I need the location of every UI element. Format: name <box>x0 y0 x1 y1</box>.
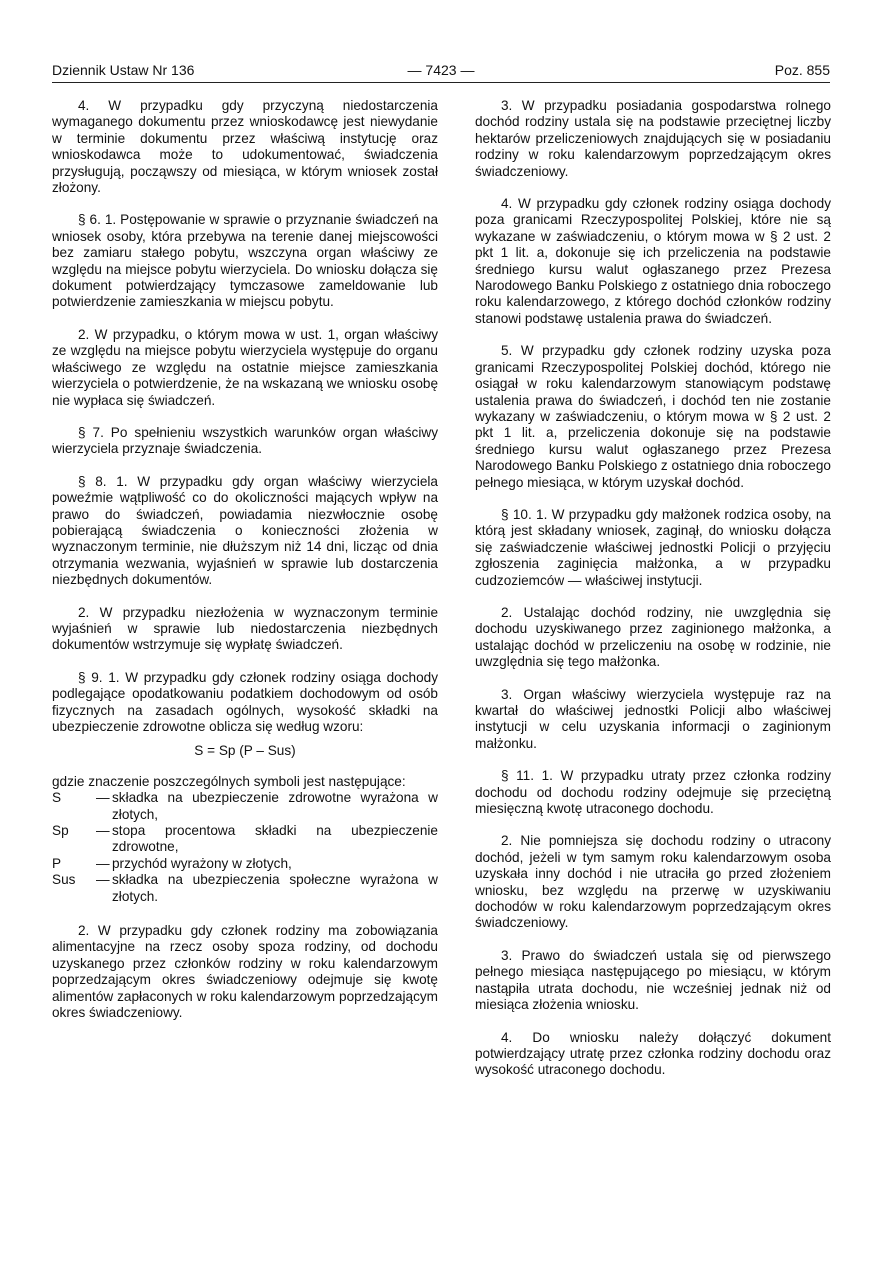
paragraph: 3. Prawo do świadczeń ustala się od pierwszego pełnego miesiąca następującego po miesiącu, w którym nastąpiła utrata dochodu, nie wcześniej jednak niż od miesiąca złożenia wniosku. <box>475 947 831 1013</box>
paragraph: 2. Ustalając dochód rodziny, nie uwzględnia się dochodu uzyskiwanego przez zaginionego małżonka, a ustalając dochód w przeliczeniu na osobę w rodzinie, nie uwzględnia się tego małżonka. <box>475 604 831 670</box>
paragraph: 2. Nie pomniejsza się dochodu rodziny o utracony dochód, jeżeli w tym samym roku kalendarzowym osoba uzyskała inny dochód i nie utraciła go przed złożeniem wniosku, bez względu na przerwę w uzyskiwaniu dochodów w roku kalendarzowym poprzedzającym okres świadczeniowy. <box>475 833 831 931</box>
symbol: P <box>52 855 62 871</box>
definition-text: składka na ubezpieczenia społeczne wyrażona w złotych. <box>112 872 438 904</box>
paragraph: 2. W przypadku, o którym mowa w ust. 1, organ właściwy ze względu na miejsce pobytu wierzyciela występuje do organu właściwego ze względu na ostatnie miejsce zamieszkania wierzyciela o potwierdzenie, że na wskazaną we wniosku osobę nie wypłaca się świadczeń. <box>52 326 438 408</box>
definition-text: stopa procentowa składki na ubezpieczenie zdrowotne, <box>112 823 438 855</box>
dash: — <box>96 790 110 806</box>
paragraph: 5. W przypadku gdy członek rodziny uzyska poza granicami Rzeczypospolitej Polskiej dochód, którego nie osiągał w roku kalendarzowym stanowiącym podstawę ustalenia prawa do świadczeń, i dochód ten nie zostanie wykazany w zaświadczeniu, o którym mowa w § 2 ust. 2 pkt 1 lit. a, przeliczenia dokonuje się na podstawie średniego kursu walut ogłaszanego przez Prezesa Narodowego Banku Polskiego z ostatniego dnia roboczego pełnego miesiąca, w którym uzyskał dochód. <box>475 343 831 490</box>
definition-item <box>52 823 438 856</box>
symbol: Sus <box>52 872 76 888</box>
paragraph: 4. W przypadku gdy przyczyną niedostarczenia wymaganego dokumentu przez wnioskodawcę jest niewydanie w terminie dokumentu przez właściwą instytucję oraz wnioskodawca może to udokumentować, świadczenia przysługują, począwszy od miesiąca, w którym wniosek został złożony. <box>52 98 438 196</box>
position-number: Poz. 855 <box>774 62 830 78</box>
header-divider <box>52 82 830 83</box>
right-column <box>475 98 831 1095</box>
dash: — <box>96 872 110 888</box>
journal-title: Dziennik Ustaw Nr 136 <box>52 62 195 78</box>
definition-text: składka na ubezpieczenie zdrowotne wyrażona w złotych, <box>112 790 438 822</box>
formula: S = Sp (P – Sus) <box>194 743 296 759</box>
definition-text: przychód wyrażony w złotych, <box>112 855 292 871</box>
definition-item <box>52 790 438 823</box>
paragraph-section-10: § 10. 1. W przypadku gdy małżonek rodzica osoby, na którą jest składany wniosek, zaginął, do wniosku dołącza się zaświadczenie właściwej jednostki Policji o przyjęciu zgłoszenia zaginięcia małżonka, a w przypadku cudzoziemców — właściwej instytucji. <box>475 506 831 588</box>
symbol-definitions <box>52 790 438 905</box>
left-column <box>52 98 438 1038</box>
symbol: S <box>52 790 62 806</box>
dash: — <box>96 855 110 871</box>
symbol: Sp <box>52 823 69 839</box>
page-number: — 7423 — <box>407 62 475 78</box>
paragraph: 3. W przypadku posiadania gospodarstwa rolnego dochód rodziny ustala się na podstawie przeciętnej liczby hektarów przeliczeniowych znajdujących się w posiadaniu rodziny w roku kalendarzowym poprzedzającym okres świadczeniowy. <box>475 98 831 179</box>
definition-item <box>52 872 438 905</box>
paragraph: 4. Do wniosku należy dołączyć dokument potwierdzający utratę przez członka rodziny dochodu oraz wysokość utraconego dochodu. <box>475 1029 831 1078</box>
paragraph: 4. W przypadku gdy członek rodziny osiąga dochody poza granicami Rzeczypospolitej Polskiej, które nie są wykazane w zaświadczeniu, o którym mowa w § 2 ust. 2 pkt 1 lit. a, dokonuje się ich przeliczenia na podstawie średniego kursu walut ogłaszanego przez Prezesa Narodowego Banku Polskiego z ostatniego dnia roboczego roku kalendarzowego, z którego dochód członków rodziny stanowi podstawę ustalenia prawa do świadczeń. <box>475 196 831 326</box>
paragraph-section-11: § 11. 1. W przypadku utraty przez członka rodziny dochodu od dochodu rodziny odejmuje się przeciętną miesięczną kwotę utraconego dochodu. <box>475 768 831 817</box>
dash: — <box>96 823 110 839</box>
paragraph-section-7: § 7. Po spełnieniu wszystkich warunków organ właściwy wierzyciela przyznaje świadczenia. <box>52 424 438 457</box>
page-header <box>52 62 830 82</box>
paragraph-section-8: § 8. 1. W przypadku gdy organ właściwy wierzyciela poweźmie wątpliwość co do okoliczności mających wpływ na prawo do świadczeń, powiadamia niezwłocznie osobę pobierającą świadczenia o konieczności złożenia w wyznaczonym terminie, nie dłuższym niż 14 dni, licząc od dnia otrzymania wezwania, wyjaśnień w sprawie lub dostarczenia niezbędnych dokumentów. <box>52 473 438 588</box>
paragraph: 2. W przypadku niezłożenia w wyznaczonym terminie wyjaśnień w sprawie lub niedostarczenia niezbędnych dokumentów wstrzymuje się wypłatę świadczeń. <box>52 604 438 653</box>
paragraph: 2. W przypadku gdy członek rodziny ma zobowiązania alimentacyjne na rzecz osoby spoza rodziny, od dochodu uzyskanego przez członków rodziny w roku kalendarzowym poprzedzającym okres świadczeniowy odejmuje się kwotę alimentów zapłaconych w roku kalendarzowym poprzedzającym okres świadczeniowy. <box>52 923 438 1021</box>
definition-item <box>52 856 438 872</box>
paragraph-section-6: § 6. 1. Postępowanie w sprawie o przyznanie świadczeń na wniosek osoby, która przebywa na terenie danej miejscowości bez zamiaru stałego pobytu, wszczyna organ właściwy ze względu na miejsce pobytu wierzyciela. Do wniosku dołącza się dokument potwierdzający tymczasowe zameldowanie lub potwierdzenie zamieszkania w miejscu pobytu. <box>52 212 438 310</box>
symbols-intro: gdzie znaczenie poszczególnych symboli jest następujące: <box>52 773 406 789</box>
paragraph-section-9: § 9. 1. W przypadku gdy członek rodziny osiąga dochody podlegające opodatkowaniu podatkiem dochodowym od osób fizycznych na zasadach ogólnych, wysokość składki na ubezpieczenie zdrowotne oblicza się według wzoru: <box>52 669 438 734</box>
paragraph: 3. Organ właściwy wierzyciela występuje raz na kwartał do właściwej jednostki Policji albo właściwej instytucji w celu uzyskania informacji o zaginionym małżonku. <box>475 686 831 751</box>
